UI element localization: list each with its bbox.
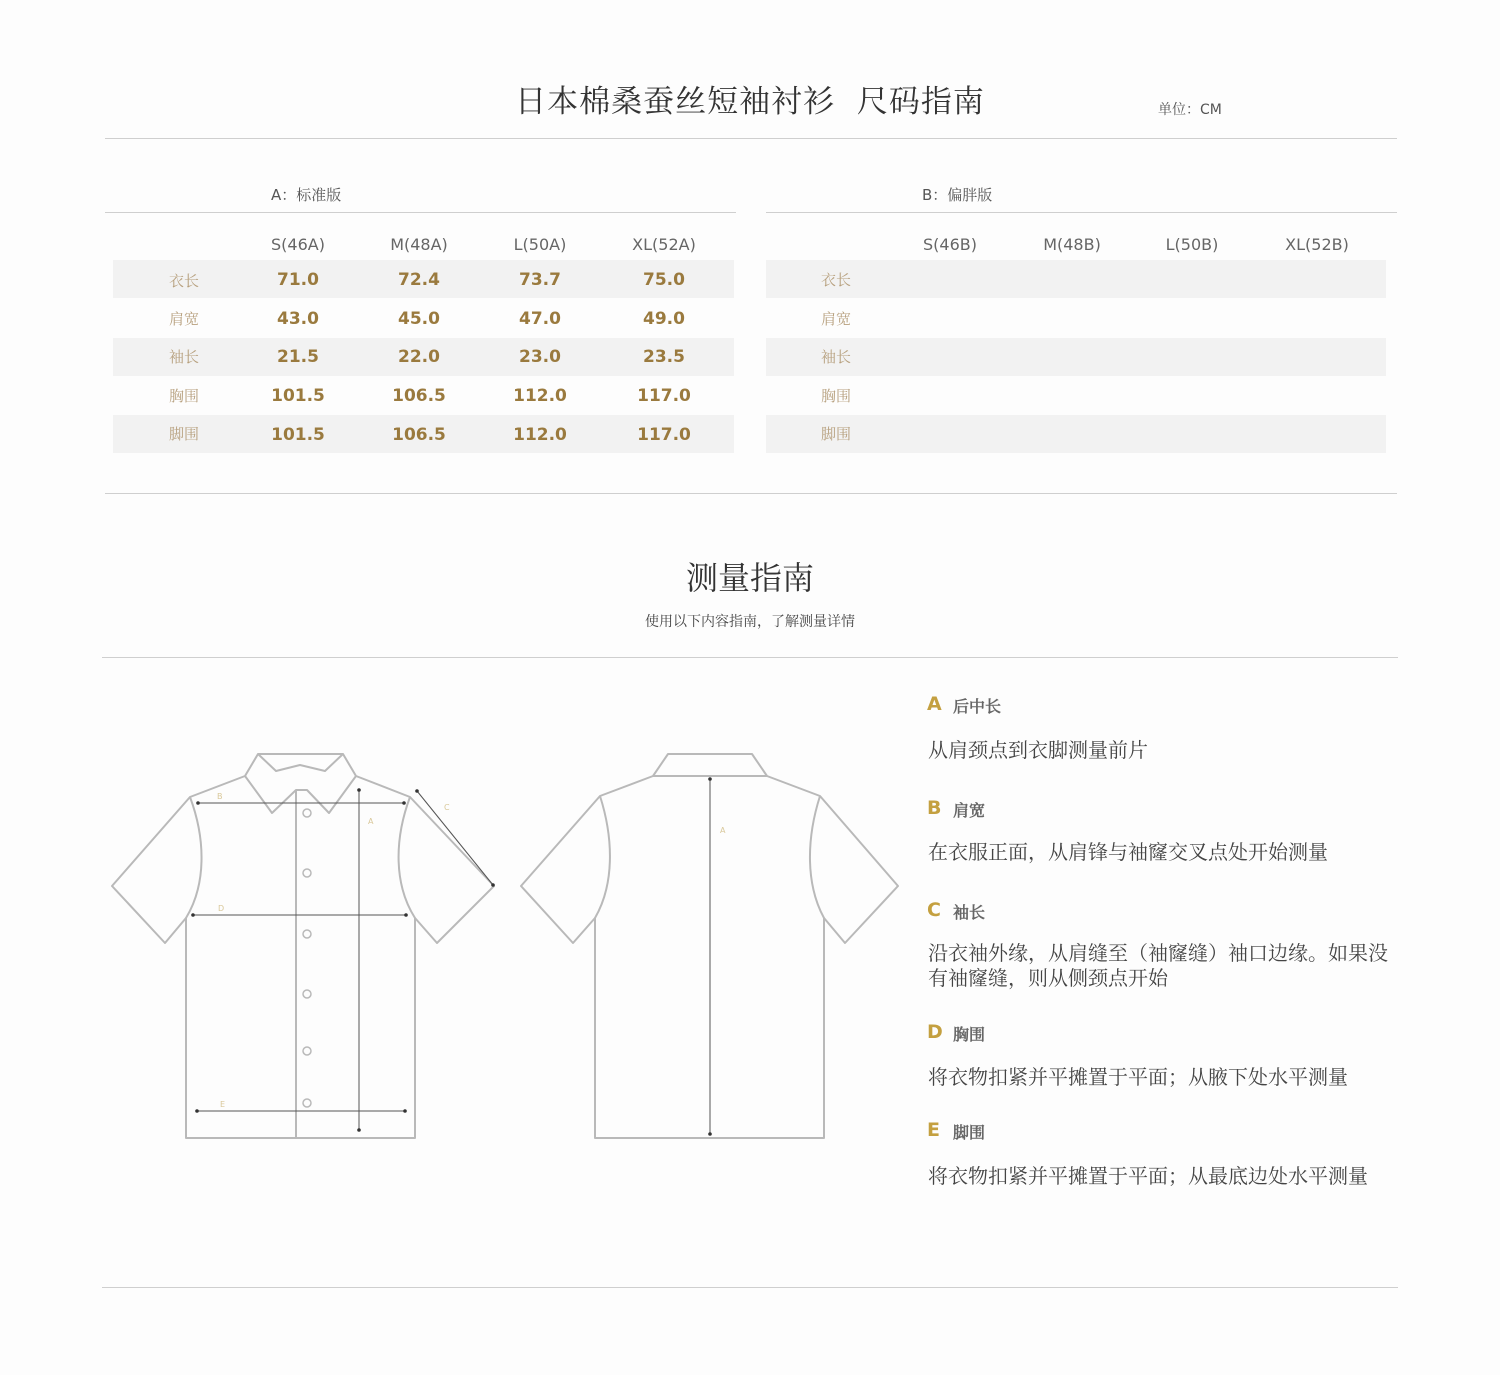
column-header: L(50A) [513,235,567,254]
measure-letter: D [927,1021,943,1043]
table-cell: 71.0 [277,270,319,290]
measure-name: 脚围 [953,1123,986,1142]
guide-subtitle: 使用以下内容指南，了解测量详情 [645,614,855,630]
measure-name: 肩宽 [953,801,986,820]
measure-name: 袖长 [953,903,986,922]
footer-divider [102,1287,1398,1288]
marker-b-front: B [217,792,223,801]
table-cell: 45.0 [398,309,440,329]
column-header: M(48A) [390,235,448,254]
table-cell: 49.0 [643,309,685,329]
marker-e-front: E [220,1100,226,1109]
column-header: XL(52B) [1285,235,1349,254]
row-label: 袖长 [168,348,199,366]
row-label: 脚围 [168,425,199,443]
table-cell: 117.0 [637,386,691,406]
row-label: 胸围 [820,387,851,405]
measure-desc: 从肩颈点到衣脚测量前片 [928,738,1148,762]
row-label: 袖长 [820,348,851,366]
table-cell: 101.5 [271,425,325,445]
measure-letter: A [927,693,942,715]
column-header: M(48B) [1043,235,1101,254]
measure-name: 后中长 [953,697,1002,716]
measure-name: 胸围 [953,1025,986,1044]
table-cell: 73.7 [519,270,561,290]
marker-d-front: D [218,904,225,913]
row-label: 肩宽 [168,310,199,328]
measure-desc: 在衣服正面，从肩锋与袖窿交叉点处开始测量 [928,840,1328,864]
table-cell: 72.4 [398,270,440,290]
measure-desc: 将衣物扣紧并平摊置于平面；从最底边处水平测量 [928,1164,1368,1188]
table-cell: 75.0 [643,270,685,290]
table-cell: 106.5 [392,386,446,406]
marker-a-back: A [720,826,726,835]
row-label: 衣长 [820,271,851,289]
table-cell: 22.0 [398,347,440,367]
table-cell: 43.0 [277,309,319,329]
table-cell: 106.5 [392,425,446,445]
front-measure-lines [193,790,493,1130]
page-title: 日本棉桑蚕丝短袖衬衫 尺码指南 [515,84,985,120]
marker-a-front: A [368,817,374,826]
table-cell: 112.0 [513,386,567,406]
table-cell: 117.0 [637,425,691,445]
row-label: 衣长 [168,272,199,290]
column-header: S(46B) [923,235,977,254]
measure-desc: 沿衣袖外缘，从肩缝至（袖窿缝）袖口边缘。如果没有袖窿缝，则从侧颈点开始 [928,941,1388,990]
table-cell: 112.0 [513,425,567,445]
table-cell: 23.0 [519,347,561,367]
column-header: L(50B) [1165,235,1219,254]
measure-letter: E [927,1119,940,1141]
row-label: 胸围 [168,387,199,405]
table-cell: 101.5 [271,386,325,406]
measure-desc: 将衣物扣紧并平摊置于平面；从腋下处水平测量 [928,1065,1348,1089]
marker-c-front: C [444,803,450,812]
unit-label: 单位：CM [1158,102,1222,118]
measure-letter: C [927,899,941,921]
table-cell: 23.5 [643,347,685,367]
measure-letter: B [927,797,942,819]
column-header: S(46A) [271,235,325,254]
front-buttons [303,809,311,1107]
guide-title: 测量指南 [685,559,814,597]
table-cell: 21.5 [277,347,319,367]
column-header: XL(52A) [632,235,696,254]
row-label: 肩宽 [820,310,851,328]
row-label: 脚围 [820,425,851,443]
table-a-caption: A：标准版 [271,186,342,204]
table-b-caption: B：偏胖版 [922,186,993,204]
table-cell: 47.0 [519,309,561,329]
